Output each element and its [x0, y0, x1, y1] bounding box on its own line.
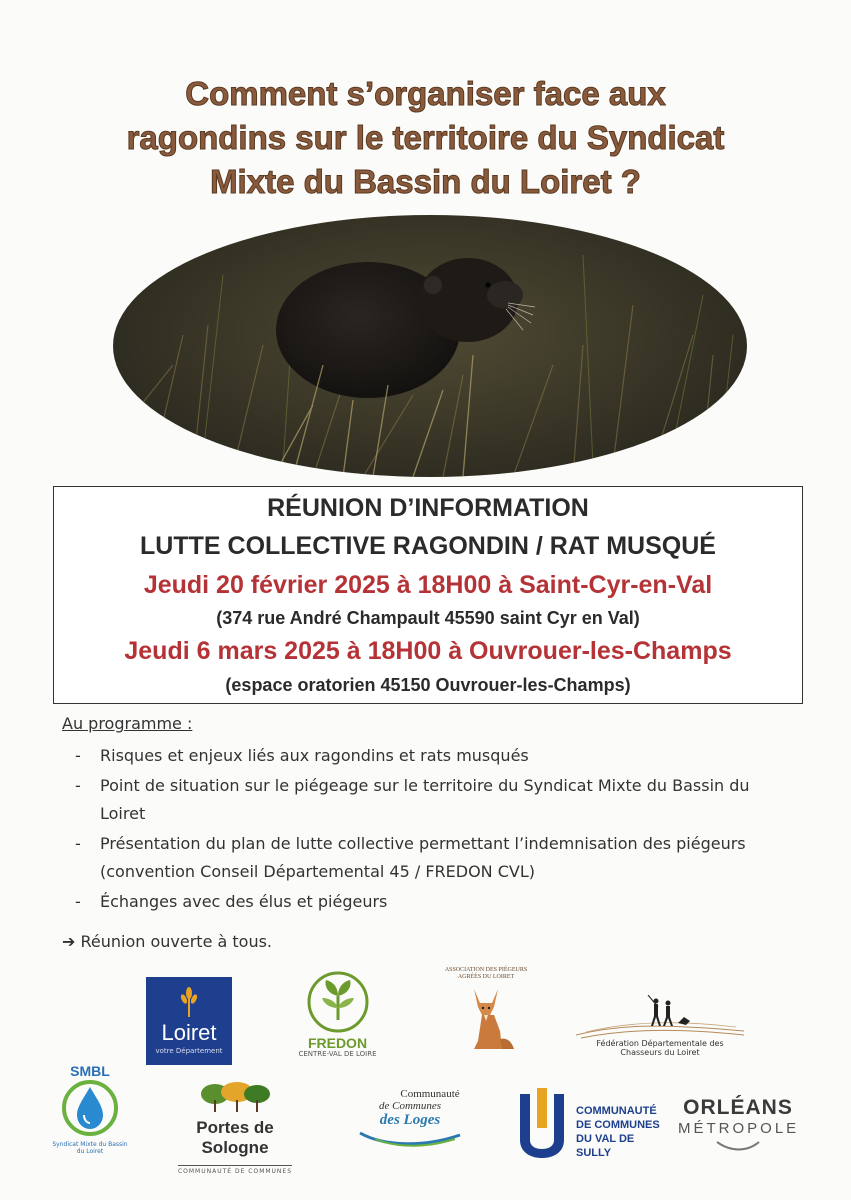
title-line-3: Mixte du Bassin du Loiret ? — [210, 163, 641, 200]
leaf-icon — [306, 970, 370, 1034]
nutria-photo — [113, 215, 747, 477]
sully-text: COMMUNAUTÉ DE COMMUNES DU VAL DE SULLY — [576, 1105, 660, 1159]
orleans-line-1: ORLÉANS — [683, 1096, 793, 1119]
nutria-illustration — [113, 215, 747, 477]
poster-title — [30, 72, 821, 204]
smbl-logo — [50, 1063, 130, 1161]
fox-icon — [456, 981, 516, 1051]
loiret-name: Loiret — [161, 1020, 217, 1045]
sully-emblem-icon — [516, 1088, 568, 1158]
meeting-info-box — [53, 486, 803, 704]
piegeurs-logo — [436, 967, 536, 1067]
programme-item: - Présentation du plan de lutte collective permettant l’indemnisation des piégeurs (convention Conseil Départemental 45 / FREDON CVL) — [75, 834, 746, 881]
meeting-2-address: (espace oratorien 45150 Ouvrouer-les-Champs) — [225, 675, 631, 695]
title-line-1: Comment s’organiser face aux — [185, 75, 666, 112]
wheat-icon — [178, 987, 200, 1017]
fredon-sub: CENTRE-VAL DE LOIRE — [298, 1050, 377, 1058]
chasseurs-name: Fédération Départementale des Chasseurs du Loiret — [596, 1039, 724, 1057]
orleans-line-2: MÉTROPOLE — [678, 1120, 800, 1137]
loges-logo — [345, 1088, 475, 1158]
trees-icon — [195, 1082, 275, 1112]
chasseurs-logo — [576, 995, 744, 1059]
title-line-2: ragondins sur le territoire du Syndicat — [126, 119, 725, 156]
meeting-1-address: (374 rue André Champault 45590 saint Cyr en Val) — [216, 608, 640, 628]
smbl-sub: Syndicat Mixte du Bassin du Loiret — [52, 1141, 128, 1155]
meeting-2-date: Jeudi 6 mars 2025 à 18H00 à Ouvrouer-les-Champs — [124, 637, 732, 665]
programme-item: - Échanges avec des élus et piégeurs — [75, 892, 388, 911]
loges-line-1: Communauté — [400, 1088, 460, 1100]
programme-item: - Risques et enjeux liés aux ragondins et rats musqués — [75, 746, 529, 765]
programme-list — [62, 742, 792, 918]
programme-item: - Point de situation sur le piégeage sur le territoire du Syndicat Mixte du Bassin du Loiret — [75, 776, 750, 823]
loges-line-2: de Communes — [378, 1100, 442, 1112]
open-meeting-note: ➔ Réunion ouverte à tous. — [62, 932, 273, 951]
programme-heading: Au programme : — [62, 714, 193, 733]
orleans-arc-icon — [713, 1138, 763, 1152]
water-drop-icon — [57, 1079, 123, 1137]
info-heading: RÉUNION D’INFORMATION — [267, 494, 589, 522]
loges-line-3: des Loges — [379, 1112, 441, 1128]
sologne-sub: COMMUNAUTÉ DE COMMUNES — [178, 1165, 292, 1175]
portes-de-sologne-logo — [166, 1082, 304, 1175]
smbl-name: SMBL — [70, 1063, 110, 1079]
swoosh-icon — [355, 1129, 465, 1149]
hunters-icon — [576, 995, 744, 1039]
fredon-logo — [285, 970, 390, 1070]
meeting-1-date: Jeudi 20 février 2025 à 18H00 à Saint-Cyr-en-Val — [143, 571, 713, 599]
val-de-sully-logo — [516, 1088, 666, 1160]
info-subheading: LUTTE COLLECTIVE RAGONDIN / RAT MUSQUÉ — [140, 532, 716, 560]
fredon-name: FREDON — [307, 1035, 368, 1051]
loiret-logo — [146, 977, 232, 1065]
orleans-metropole-logo — [678, 1096, 798, 1160]
sologne-name: Portes de Sologne — [196, 1118, 274, 1157]
piegeurs-header: ASSOCIATION DES PIÉGEURS AGRÉÉS DU LOIRET — [444, 967, 528, 980]
loiret-sub: votre Département — [155, 1047, 223, 1055]
